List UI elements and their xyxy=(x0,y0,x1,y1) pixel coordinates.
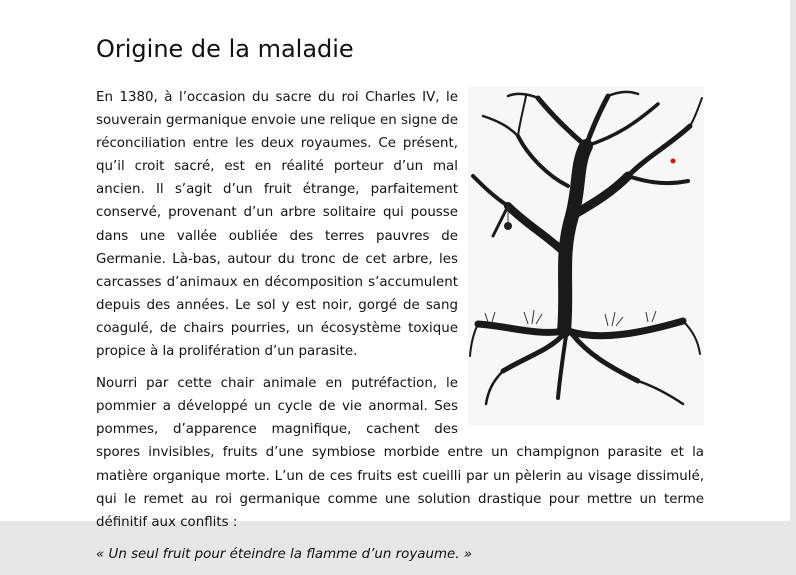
paragraph-2: Nourri par cette chair animale en putréfaction, le pommier a développé un cycle de vie anormal. Ses pommes, d’apparence magnifique, cachent des spores invisibles, fruits d’une symbiose morbide entre un champignon parasite et la matière organique morte. L’un de ces fruits est cueilli par un pèlerin au visage dissimulé, qui le remet au roi germanique comme une solution drastique pour mettre un terme définitif aux conflits : xyxy=(96,376,704,530)
page-gutter xyxy=(790,0,796,521)
paragraph-1: En 1380, à l’occasion du sacre du roi Charles IV, le souverain germanique envoie une relique en signe de réconciliation entre les deux royaumes. Ce présent, qu’il croit sacré, est en réalité porteur d’un mal ancien. Il s’agit d’un fruit étrange, parfaitement conservé, provenant d’un arbre solitaire qui pousse dans une vallée oubliée des terres pauvres de Germanie. Là-bas, autour du tronc de cet arbre, les carcasses d’animaux en décomposition s’accumulent depuis des années. Le sol y est noir, gorgé de sang coagulé, de chairs pourries, un écosystème toxique propice à la prolifération d’un parasite. xyxy=(96,90,458,360)
body-text xyxy=(96,86,704,575)
tree-illustration xyxy=(468,86,704,426)
quote: « Un seul fruit pour éteindre la flamme d’un royaume. » xyxy=(96,546,473,562)
tree-drawing xyxy=(468,86,704,426)
section-heading: Origine de la maladie xyxy=(96,35,354,63)
